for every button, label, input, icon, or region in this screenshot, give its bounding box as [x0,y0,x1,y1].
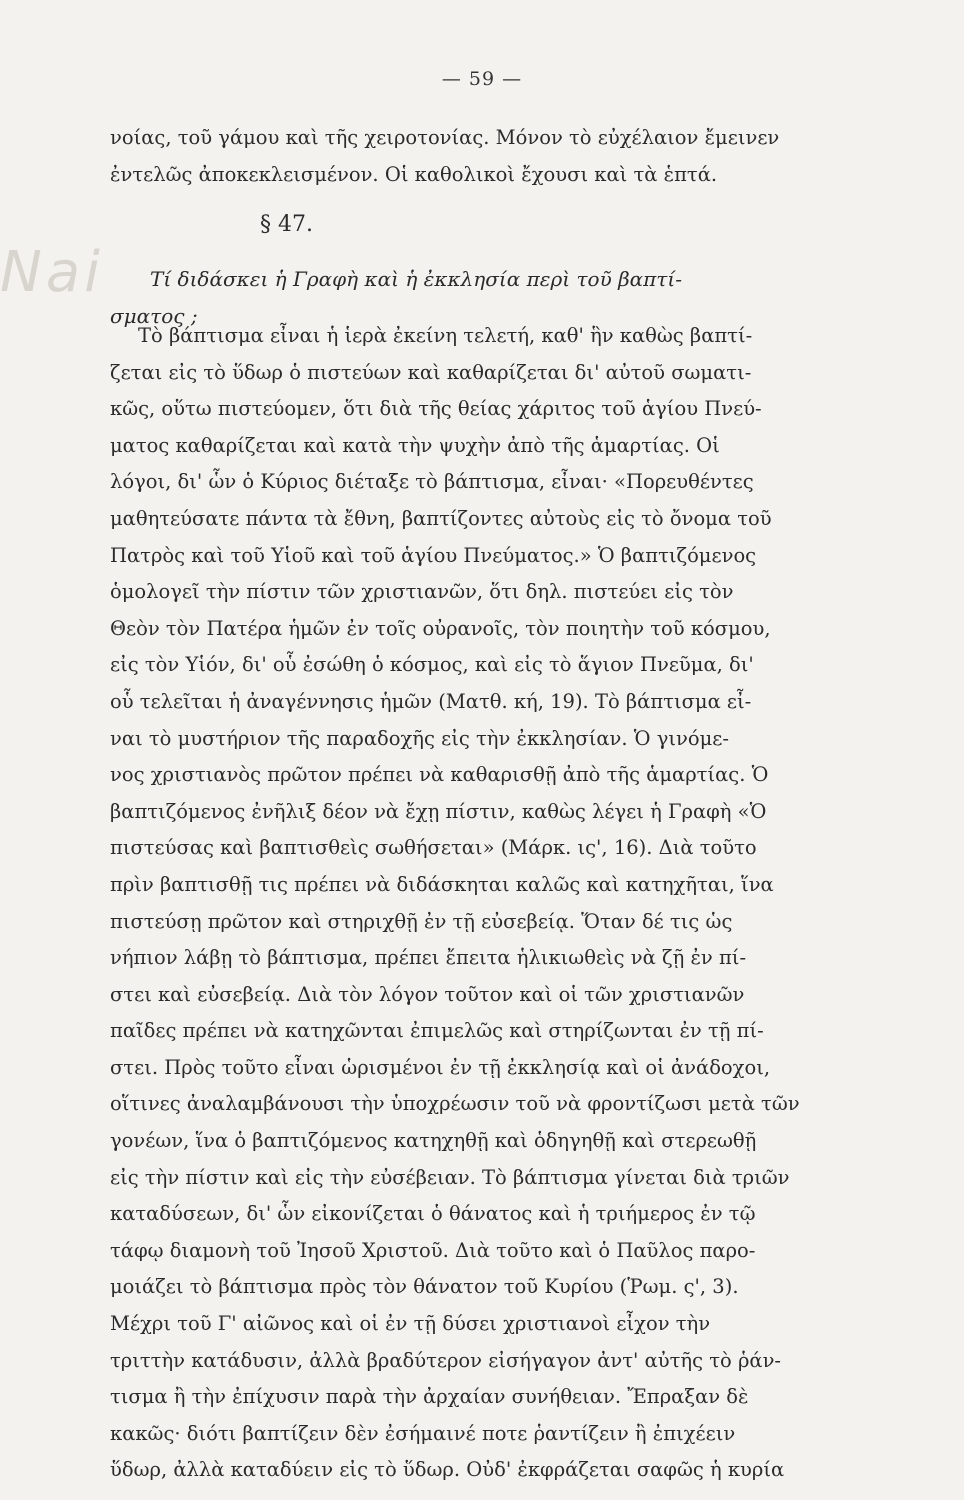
text-line: τάφῳ διαμονὴ τοῦ Ἰησοῦ Χριστοῦ. Διὰ τοῦτο καὶ ὁ Παῦλος παρο- [110,1238,756,1262]
text-line: ὁμολογεῖ τὴν πίστιν τῶν χριστιανῶν, ὅτι δηλ. πιστεύει εἰς τὸν [110,580,734,604]
text-line: τριττὴν κατάδυσιν, ἀλλὰ βραδύτερον εἰσήγαγον ἀντ' αὐτῆς τὸ ῥάν- [110,1348,782,1372]
text-line: πιστεύσῃ πρῶτον καὶ στηριχθῇ ἐν τῇ εὐσεβείᾳ. Ὅταν δέ τις ὡς [110,909,733,933]
handwritten-margin-note: Nai [0,240,104,305]
question-line: Τί διδάσκει ἡ Γραφὴ καὶ ἡ ἐκκλησία περὶ τοῦ βαπτί- [150,267,682,291]
text-line: πρὶν βαπτισθῇ τις πρέπει νὰ διδάσκηται καλῶς καὶ κατηχῆται, ἵνα [110,872,774,896]
text-line: ὕδωρ, ἀλλὰ καταδύειν εἰς τὸ ὕδωρ. Οὐδ' ἐκφράζεται σαφῶς ἡ κυρία [110,1458,785,1482]
text-line: ματος καθαρίζεται καὶ κατὰ τὴν ψυχὴν ἀπὸ τῆς ἁμαρτίας. Οἱ [110,433,720,457]
text-line: γονέων, ἵνα ὁ βαπτιζόμενος κατηχηθῇ καὶ ὁδηγηθῇ καὶ στερεωθῇ [110,1129,757,1153]
text-line: τισμα ἢ τὴν ἐπίχυσιν παρὰ τὴν ἀρχαίαν συνήθειαν. Ἔπραξαν δὲ [110,1385,749,1409]
text-line: πιστεύσας καὶ βαπτισθεὶς σωθήσεται» (Μάρκ. ις', 16). Διὰ τοῦτο [110,836,757,860]
text-line: μοιάζει τὸ βάπτισμα πρὸς τὸν θάνατον τοῦ Κυρίου (Ῥωμ. ς', 3). [110,1275,739,1299]
text-line: νοίας, τοῦ γάμου καὶ τῆς χειροτονίας. Μόνον τὸ εὐχέλαιον ἔμεινεν [110,126,780,149]
text-line: ναι τὸ μυστήριον τῆς παραδοχῆς εἰς τὴν ἐκκλησίαν. Ὁ γινόμε- [110,726,729,750]
section-number: § 47. [260,212,313,237]
text-line: Μέχρι τοῦ Γ' αἰῶνος καὶ οἱ ἐν τῇ δύσει χριστιανοὶ εἶχον τὴν [110,1312,711,1336]
text-line: νήπιον λάβῃ τὸ βάπτισμα, πρέπει ἔπειτα ἡλικιωθεὶς νὰ ζῇ ἐν πί- [110,946,747,970]
text-line: βαπτιζόμενος ἐνῆλιξ δέον νὰ ἔχῃ πίστιν, καθὼς λέγει ἡ Γραφὴ «Ὁ [110,799,767,823]
text-line: ζεται εἰς τὸ ὕδωρ ὁ πιστεύων καὶ καθαρίζεται δι' αὐτοῦ σωματι- [110,360,752,384]
text-line: μαθητεύσατε πάντα τὰ ἔθνη, βαπτίζοντες αὐτοὺς εἰς τὸ ὄνομα τοῦ [110,506,772,530]
text-line: λόγοι, δι' ὧν ὁ Κύριος διέταξε τὸ βάπτισμα, εἶναι· «Πορευθέντες [110,470,754,494]
text-line: οὗ τελεῖται ἡ ἀναγέννησις ἡμῶν (Ματθ. κή, 19). Τὸ βάπτισμα εἶ- [110,689,752,713]
text-line: καταδύσεων, δι' ὧν εἰκονίζεται ὁ θάνατος καὶ ἡ τριήμερος ἐν τῷ [110,1202,756,1226]
text-line: στει καὶ εὐσεβείᾳ. Διὰ τὸν λόγον τοῦτον καὶ οἱ τῶν χριστιανῶν [110,982,745,1006]
text-line: στει. Πρὸς τοῦτο εἶναι ὡρισμένοι ἐν τῇ ἐκκλησίᾳ καὶ οἱ ἀνάδοχοι, [110,1055,771,1079]
top-paragraph [110,120,810,193]
text-line: οἵτινες ἀναλαμβάνουσι τὴν ὑποχρέωσιν τοῦ νὰ φροντίζωσι μετὰ τῶν [110,1092,800,1116]
text-line: εἰς τὴν πίστιν καὶ εἰς τὴν εὐσέβειαν. Τὸ βάπτισμα γίνεται διὰ τριῶν [110,1165,790,1189]
text-line: Τὸ βάπτισμα εἶναι ἡ ἱερὰ ἐκείνη τελετή, καθ' ἣν καθὼς βαπτί- [138,324,753,347]
page-number: — 59 — [441,68,523,90]
text-line: Πατρὸς καὶ τοῦ Υἱοῦ καὶ τοῦ ἁγίου Πνεύματος.» Ὁ βαπτιζόμενος [110,543,757,567]
text-line: κῶς, οὕτω πιστεύομεν, ὅτι διὰ τῆς θείας χάριτος τοῦ ἁγίου Πνεύ- [110,397,762,421]
question-line: σματος ; [110,303,198,328]
text-line: Θεὸν τὸν Πατέρα ἡμῶν ἐν τοῖς οὐρανοῖς, τὸν ποιητὴν τοῦ κόσμου, [110,616,771,640]
body-paragraph [110,318,810,1489]
text-line: παῖδες πρέπει νὰ κατηχῶνται ἐπιμελῶς καὶ στηρίζωνται ἐν τῇ πί- [110,1019,764,1043]
text-line: εἰς τὸν Υἱόν, δι' οὗ ἐσώθη ὁ κόσμος, καὶ εἰς τὸ ἅγιον Πνεῦμα, δι' [110,653,754,677]
text-line: νος χριστιανὸς πρῶτον πρέπει νὰ καθαρισθῇ ἀπὸ τῆς ἁμαρτίας. Ὁ [110,763,769,787]
text-line: κακῶς· διότι βαπτίζειν δὲν ἐσήμαινέ ποτε ῥαντίζειν ἢ ἐπιχέειν [110,1421,736,1445]
text-line: ἐντελῶς ἀποκεκλεισμένον. Οἱ καθολικοὶ ἔχουσι καὶ τὰ ἑπτά. [110,162,718,186]
